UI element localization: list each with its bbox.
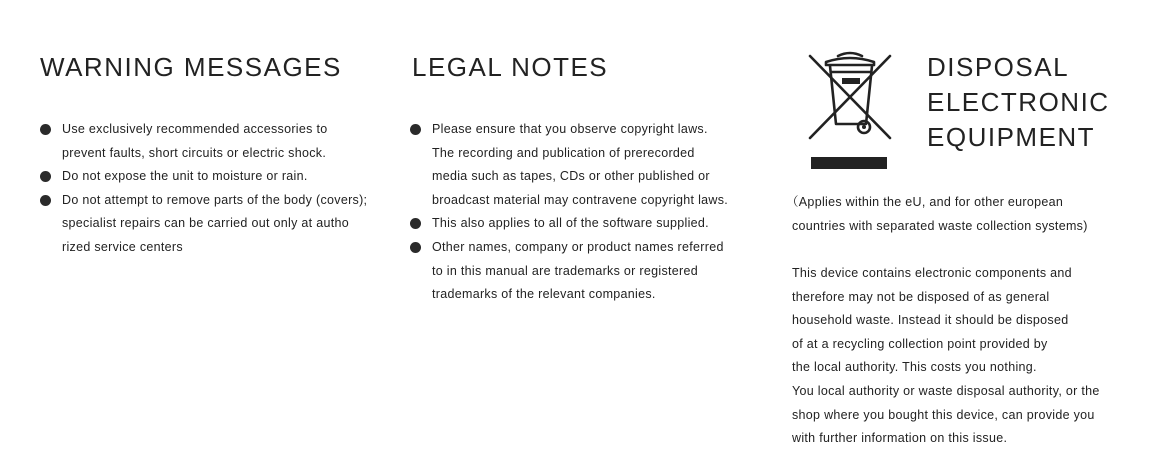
body-line: the local authority. This costs you nothing. bbox=[792, 360, 1037, 375]
legal-notes-heading: LEGAL NOTES bbox=[412, 52, 609, 82]
bullet-dot-icon bbox=[410, 242, 421, 253]
bullet-dot-icon bbox=[40, 124, 51, 135]
bullet-dot-icon bbox=[410, 218, 421, 229]
list-item bbox=[410, 118, 728, 212]
warning-messages-heading: WARNING MESSAGES bbox=[40, 52, 342, 82]
list-item-line: The recording and publication of prerecorded bbox=[432, 145, 695, 160]
list-item-line: Other names, company or product names referred bbox=[432, 239, 724, 254]
list-item bbox=[40, 165, 367, 189]
scope-line: （Applies within the eU, and for other european bbox=[786, 195, 1064, 209]
scope-line: countries with separated waste collection systems) bbox=[792, 218, 1088, 233]
list-item bbox=[40, 118, 367, 165]
legal-notes-list bbox=[410, 118, 728, 307]
crossed-out-wheelie-bin-icon bbox=[804, 48, 896, 174]
list-item-line: Do not expose the unit to moisture or rain. bbox=[62, 169, 308, 184]
disposal-heading-line: EQUIPMENT bbox=[927, 122, 1096, 152]
list-item-line: Do not attempt to remove parts of the body (covers); bbox=[62, 192, 368, 207]
list-item-line: specialist repairs can be carried out only at autho bbox=[62, 216, 349, 231]
warning-messages-list bbox=[40, 118, 367, 260]
list-item-line: rized service centers bbox=[62, 239, 183, 254]
list-item-line: Please ensure that you observe copyright laws. bbox=[432, 122, 708, 136]
list-item-line: media such as tapes, CDs or other published or bbox=[432, 169, 710, 184]
list-item-line: Use exclusively recommended accessories to bbox=[62, 122, 328, 136]
bullet-dot-icon bbox=[410, 124, 421, 135]
list-item-line: broadcast material may contravene copyright laws. bbox=[432, 192, 729, 207]
body-line: with further information on this issue. bbox=[792, 431, 1008, 446]
list-item-line: This also applies to all of the software supplied. bbox=[432, 216, 709, 231]
disposal-scope-note bbox=[786, 191, 1088, 238]
list-item bbox=[40, 189, 367, 260]
bullet-dot-icon bbox=[40, 171, 51, 182]
bullet-dot-icon bbox=[40, 195, 51, 206]
body-line: of at a recycling collection point provided by bbox=[792, 336, 1048, 351]
disposal-heading bbox=[927, 50, 1110, 155]
body-line: You local authority or waste disposal authority, or the bbox=[792, 383, 1100, 398]
disposal-heading-line: DISPOSAL bbox=[927, 52, 1070, 82]
body-line: shop where you bought this device, can provide you bbox=[792, 407, 1095, 422]
disposal-body-text bbox=[792, 262, 1100, 451]
body-line: household waste. Instead it should be disposed bbox=[792, 313, 1069, 328]
list-item bbox=[410, 212, 728, 236]
list-item-line: to in this manual are trademarks or registered bbox=[432, 263, 698, 278]
list-item bbox=[410, 236, 728, 307]
body-line: This device contains electronic components and bbox=[792, 266, 1072, 280]
disposal-heading-line: ELECTRONIC bbox=[927, 87, 1110, 117]
body-line: therefore may not be disposed of as general bbox=[792, 289, 1050, 304]
list-item-line: trademarks of the relevant companies. bbox=[432, 287, 656, 302]
list-item-line: prevent faults, short circuits or electric shock. bbox=[62, 145, 327, 160]
